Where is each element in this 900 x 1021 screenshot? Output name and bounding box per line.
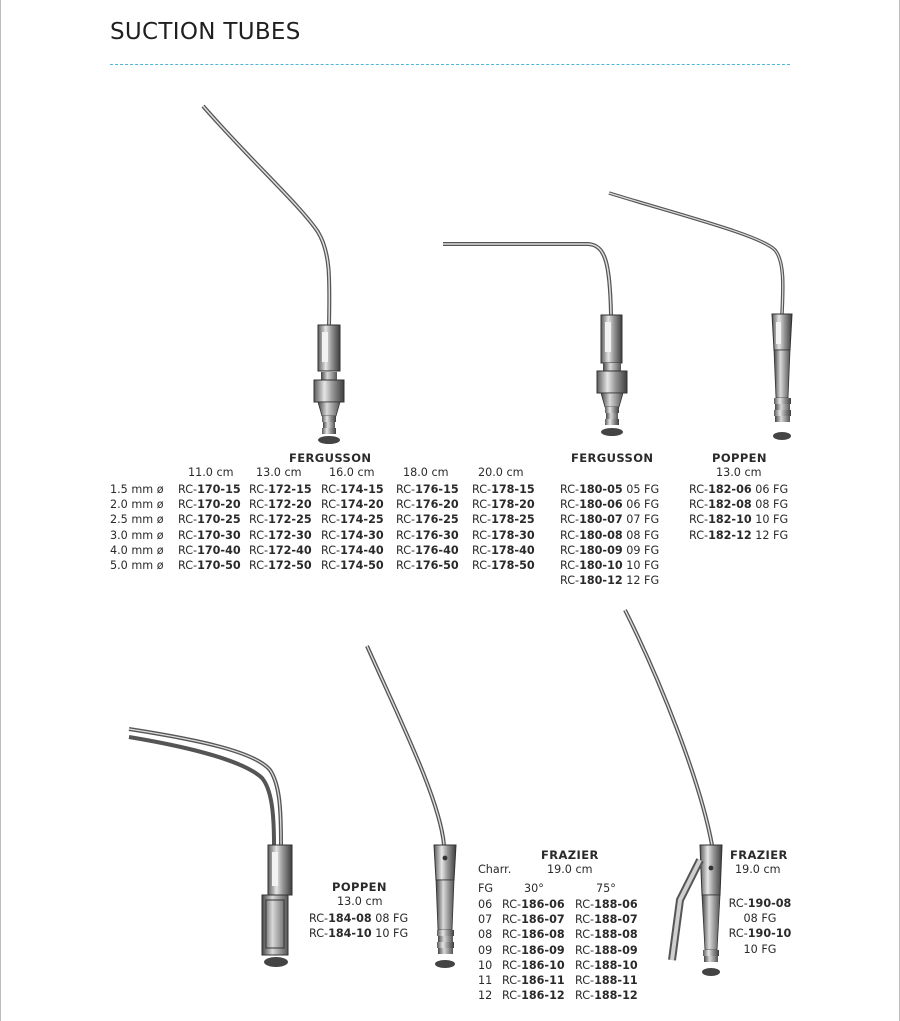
poppen-tube-illustration [609,193,792,440]
product-code: RC-180-09 09 FG [560,543,660,557]
product-code: RC-170-20 [178,498,241,512]
product-code: RC-176-50 [396,558,459,572]
fg-value: 06 [478,898,493,911]
product-code: RC-186-09 [502,943,565,957]
fergusson-angled-tube-illustration [443,244,627,436]
poppen-heading: POPPEN [712,451,767,465]
poppen-bottom-list [309,912,408,942]
product-code: RC-184-10 10 FG [309,927,409,941]
product-code: RC-178-20 [472,498,535,512]
product-code: RC-188-08 [575,928,638,942]
frazier-single-heading: FRAZIER [730,848,788,862]
fg-value: 12 [478,989,493,1003]
product-code: RC-188-09 [575,943,638,957]
product-code: RC-180-12 12 FG [560,574,660,588]
product-code: RC-170-30 [178,528,241,542]
product-code: RC-186-12 [502,989,565,1003]
size-label: 08 FG [743,912,777,926]
frazier-single-list [722,897,798,958]
product-code: RC-174-15 [321,483,384,496]
product-code: RC-180-08 08 FG [560,528,660,542]
fg-column [478,898,492,1004]
poppen-bottom-heading: POPPEN [332,880,387,894]
diameter-label: 2.5 mm ø [110,513,164,527]
product-code: RC-180-05 05 FG [560,483,660,496]
product-code: RC-180-10 10 FG [560,558,660,572]
diameter-label: 2.0 mm ø [110,498,164,512]
angle-header: 30° [524,882,544,895]
product-code: RC-180-06 06 FG [560,498,660,512]
frazier-75-column [575,898,638,1004]
product-code: RC-186-11 [502,973,565,987]
product-code: RC-174-40 [321,543,384,557]
product-code: RC-174-25 [321,513,384,527]
fg-column-header: FG [478,882,494,895]
fergusson-tube-illustration [203,106,344,444]
product-code: RC-182-08 08 FG [689,498,789,512]
fg-value: 10 [478,958,493,972]
product-code: RC-178-40 [472,543,535,557]
diameter-label: 5.0 mm ø [110,558,164,572]
diameter-column [110,483,164,574]
length-header: 20.0 cm [478,466,524,479]
size-label: 10 FG [743,942,777,956]
product-code: RC-174-20 [321,498,384,512]
length-header: 11.0 cm [188,466,234,479]
frazier-length: 19.0 cm [547,863,593,876]
frazier-side-port-tube-illustration [625,610,722,976]
code-column [472,483,535,574]
fg-value: 09 [478,943,493,957]
length-header: 18.0 cm [403,466,449,479]
poppen-double-tube-illustration [129,729,292,967]
product-code: RC-184-08 08 FG [309,912,409,925]
product-code: RC-176-15 [396,483,459,496]
product-code: RC-188-10 [575,958,638,972]
charr-label: Charr. [478,863,512,876]
diameter-label: 3.0 mm ø [110,528,164,542]
product-code: RC-172-15 [249,483,312,496]
product-code: RC-176-25 [396,513,459,527]
product-code: RC-186-10 [502,958,565,972]
fergusson-fg-heading: FERGUSSON [571,451,654,465]
product-code: RC-170-40 [178,543,241,557]
fg-value: 11 [478,973,493,987]
length-header: 16.0 cm [329,466,375,479]
product-code: RC-172-30 [249,528,312,542]
product-code: RC-178-50 [472,558,535,572]
product-code: RC-182-10 10 FG [689,513,789,527]
product-code: RC-170-15 [178,483,241,496]
product-code: RC-178-25 [472,513,535,527]
product-code: RC-182-06 06 FG [689,483,789,496]
page-title: SUCTION TUBES [110,19,301,45]
product-code: RC-176-40 [396,543,459,557]
diameter-label: 4.0 mm ø [110,543,164,557]
frazier-heading: FRAZIER [541,848,599,862]
fg-value: 08 [478,928,493,942]
product-code: RC-172-20 [249,498,312,512]
product-code: RC-174-50 [321,558,384,572]
product-code: RC-188-11 [575,973,638,987]
product-code: RC-190-08 [728,897,792,910]
product-code: RC-186-08 [502,928,565,942]
fergusson-heading: FERGUSSON [289,451,372,465]
product-code: RC-180-07 07 FG [560,513,660,527]
frazier-30-column [502,898,565,1004]
product-code: RC-186-06 [502,898,565,911]
product-code: RC-172-50 [249,558,312,572]
poppen-bottom-length: 13.0 cm [337,895,383,908]
code-column [249,483,312,574]
product-code: RC-188-06 [575,898,638,911]
diameter-label: 1.5 mm ø [110,483,164,496]
product-code: RC-190-10 [728,927,792,941]
product-code: RC-176-20 [396,498,459,512]
product-code: RC-178-15 [472,483,535,496]
code-column [178,483,241,574]
length-header: 13.0 cm [256,466,302,479]
product-code: RC-170-50 [178,558,241,572]
product-code: RC-186-07 [502,913,565,927]
product-code: RC-188-12 [575,989,638,1003]
fg-value: 07 [478,913,493,927]
product-code: RC-172-25 [249,513,312,527]
product-code: RC-176-30 [396,528,459,542]
product-code: RC-178-30 [472,528,535,542]
code-column [321,483,384,574]
code-column [396,483,459,574]
product-code: RC-188-07 [575,913,638,927]
poppen-length: 13.0 cm [716,466,762,479]
product-code: RC-174-30 [321,528,384,542]
angle-header: 75° [596,882,616,895]
frazier-single-length: 19.0 cm [735,863,781,876]
fergusson-fg-list [560,483,659,589]
product-code: RC-182-12 12 FG [689,528,789,542]
product-code: RC-170-25 [178,513,241,527]
poppen-list [689,483,788,544]
product-code: RC-172-40 [249,543,312,557]
